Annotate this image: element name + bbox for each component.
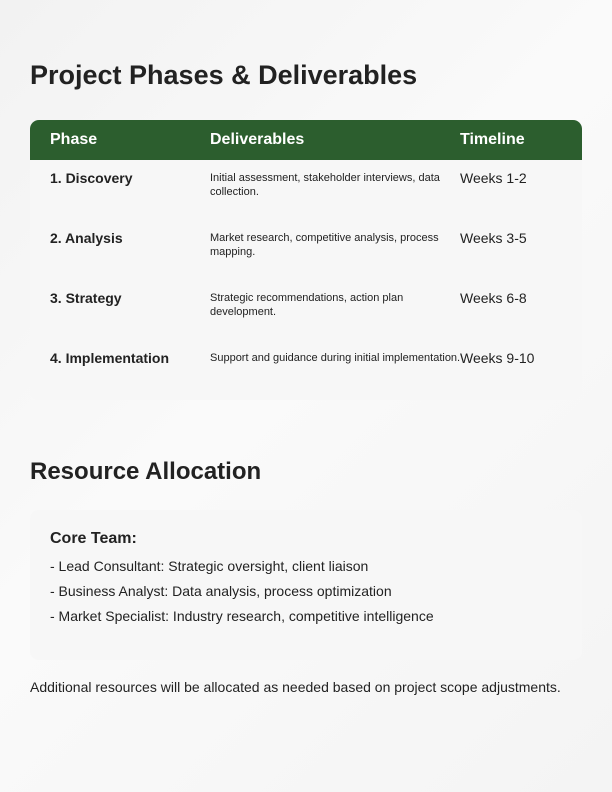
phase-timeline: Weeks 3-5 bbox=[460, 230, 527, 246]
phase-timeline: Weeks 1-2 bbox=[460, 170, 527, 186]
column-header-timeline: Timeline bbox=[460, 131, 525, 148]
table-row bbox=[30, 220, 582, 280]
phase-deliverables: Initial assessment, stakeholder interviews, data collection. bbox=[210, 172, 440, 198]
table-row bbox=[30, 280, 582, 340]
phases-section-title: Project Phases & Deliverables bbox=[30, 60, 418, 90]
phase-name: 4. Implementation bbox=[50, 350, 170, 366]
table-row bbox=[30, 160, 582, 220]
phase-timeline: Weeks 6-8 bbox=[460, 290, 527, 306]
core-team-list bbox=[50, 554, 434, 629]
list-item: - Business Analyst: Data analysis, process optimization bbox=[50, 583, 392, 599]
phase-deliverables: Support and guidance during initial implementation. bbox=[210, 352, 461, 364]
table-header bbox=[30, 120, 582, 160]
resources-section-title: Resource Allocation bbox=[30, 458, 262, 485]
table-row bbox=[30, 340, 582, 400]
phase-name: 3. Strategy bbox=[50, 290, 122, 306]
list-item: - Market Specialist: Industry research, competitive intelligence bbox=[50, 608, 434, 624]
core-team-heading: Core Team: bbox=[50, 530, 137, 547]
phase-deliverables: Strategic recommendations, action plan development. bbox=[210, 292, 404, 318]
phase-deliverables: Market research, competitive analysis, process mapping. bbox=[210, 232, 439, 258]
resource-box bbox=[30, 510, 582, 660]
column-header-phase: Phase bbox=[50, 131, 98, 148]
phase-timeline: Weeks 9-10 bbox=[460, 350, 535, 366]
phases-table bbox=[30, 120, 582, 400]
list-item: - Lead Consultant: Strategic oversight, client liaison bbox=[50, 558, 369, 574]
resources-footnote: Additional resources will be allocated as needed based on project scope adjustments. bbox=[30, 679, 561, 695]
phase-name: 1. Discovery bbox=[50, 170, 133, 186]
phase-name: 2. Analysis bbox=[50, 230, 123, 246]
column-header-deliverables: Deliverables bbox=[210, 131, 305, 148]
